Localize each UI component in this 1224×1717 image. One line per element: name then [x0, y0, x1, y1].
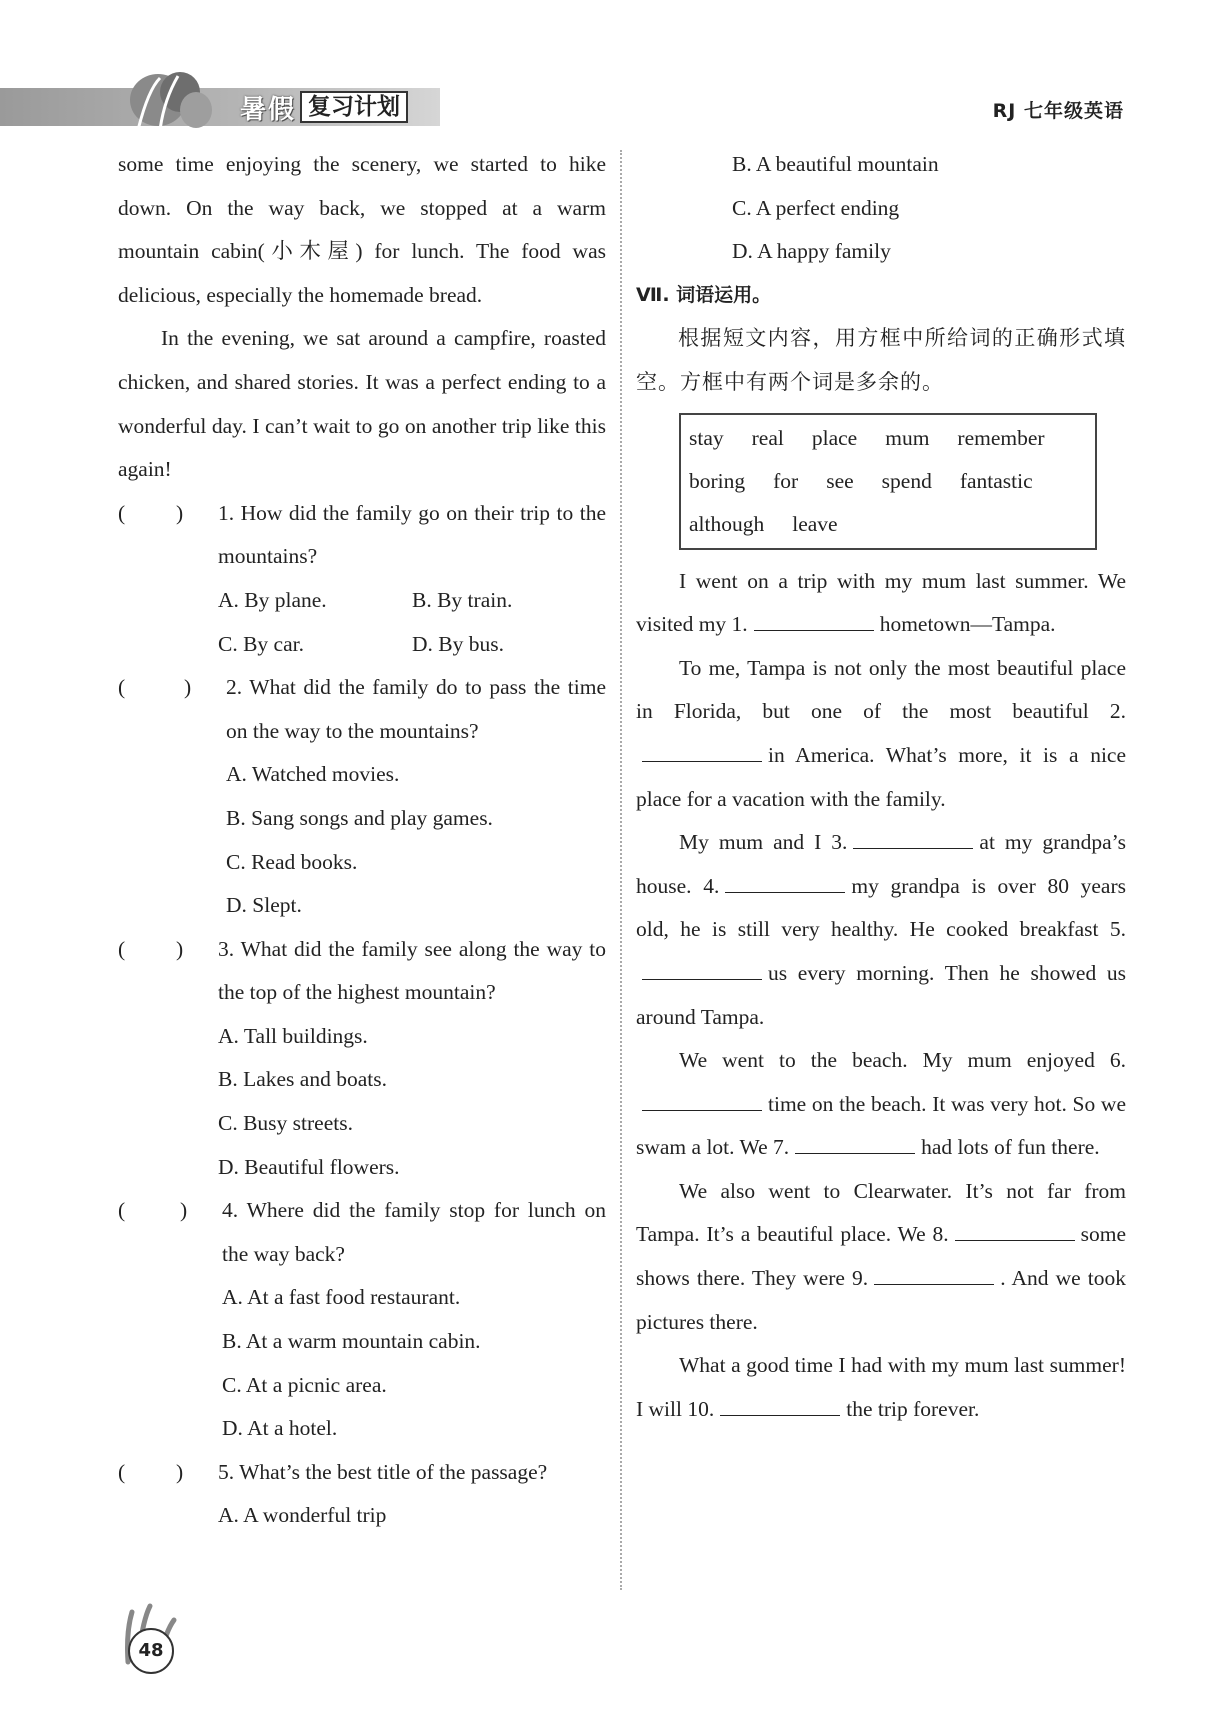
word-option: real — [751, 425, 784, 450]
word-box — [679, 413, 1097, 550]
header-title-main: 暑假 — [240, 94, 297, 125]
option: C. Read books. — [226, 849, 358, 874]
option: A. Watched movies. — [226, 762, 400, 787]
question-text: 5. What’s the best title of the passage? — [218, 1459, 548, 1484]
question-text: 1. How did the family go on their trip to the mountains? — [218, 500, 606, 569]
blank-9[interactable] — [874, 1262, 994, 1285]
question-4 — [118, 1189, 606, 1276]
blank-10[interactable] — [720, 1393, 840, 1416]
option: C. Busy streets. — [218, 1111, 353, 1136]
blank-4[interactable] — [725, 870, 845, 893]
answer-paren-left: ( — [118, 500, 126, 525]
section-instruction: 根据短文内容，用方框中所给词的正确形式填空。方框中有两个词是多余的。 — [636, 326, 1126, 394]
word-option: for — [773, 468, 799, 493]
cloze-text: my grandpa is over 80 years old, he is still very healthy. He cooked breakfast 5. — [636, 873, 1127, 942]
blank-6[interactable] — [642, 1088, 762, 1111]
option: C. At a picnic area. — [222, 1372, 387, 1397]
cloze-text: We also went to Clearwater. It’s not far from Tampa. It’s a beautiful place. We 8. — [636, 1178, 1126, 1247]
cloze-text: I went on a trip with my mum last summer. We visited my 1. — [636, 568, 1126, 637]
word-option: mum — [885, 425, 930, 450]
cloze-paragraph — [636, 821, 1126, 1039]
cloze-text: had lots of fun there. — [921, 1135, 1100, 1160]
cloze-text: hometown—Tampa. — [879, 612, 1056, 637]
question-2 — [118, 666, 606, 753]
answer-paren-right: ) — [176, 936, 184, 961]
cloze-text: time on the beach. It was very hot. So we swam a lot. We 7. — [636, 1091, 1126, 1160]
option: B. By train. — [412, 587, 513, 612]
section-title: Ⅶ. 词语运用。 — [636, 283, 772, 306]
option: D. Beautiful flowers. — [218, 1154, 400, 1179]
word-option: stay — [689, 425, 724, 450]
cloze-text: us every morning. Then he showed us around Tampa. — [636, 960, 1126, 1029]
option: B. At a warm mountain cabin. — [222, 1329, 481, 1354]
word-option: place — [811, 425, 858, 450]
blank-5[interactable] — [642, 957, 762, 980]
option: A. At a fast food restaurant. — [222, 1285, 461, 1310]
header-title-box: 复习计划 — [300, 91, 408, 123]
word-option: leave — [792, 511, 838, 536]
options-row — [118, 623, 606, 667]
word-option: spend — [881, 468, 932, 493]
cloze-text: some shows there. They were 9. — [636, 1222, 1126, 1291]
word-option: remember — [957, 425, 1045, 450]
option: A. By plane. — [218, 587, 327, 612]
question-3 — [118, 928, 606, 1015]
blank-3[interactable] — [853, 826, 973, 849]
answer-paren-right: ) — [176, 500, 184, 525]
answer-paren-left: ( — [118, 1198, 126, 1223]
question-text: 4. Where did the family stop for lunch on the way back? — [222, 1198, 606, 1266]
word-option: fantastic — [959, 468, 1033, 493]
answer-paren-left: ( — [118, 675, 126, 700]
option: B. Lakes and boats. — [218, 1067, 387, 1092]
option: B. Sang songs and play games. — [226, 805, 493, 830]
blank-2[interactable] — [642, 739, 762, 762]
blank-1[interactable] — [754, 608, 874, 631]
answer-paren-right: ) — [184, 675, 192, 700]
cloze-text: at my grandpa’s house. 4. — [636, 830, 1126, 898]
word-option: see — [826, 468, 854, 493]
question-text: 3. What did the family see along the way to the top of the highest mountain? — [218, 936, 606, 1005]
option: A. Tall buildings. — [218, 1023, 368, 1048]
cloze-paragraph — [636, 1170, 1126, 1344]
word-option: although — [689, 511, 765, 536]
option: D. Slept. — [226, 893, 302, 918]
cloze-paragraph — [636, 560, 1126, 647]
cloze-text: . And we took pictures there. — [636, 1266, 1126, 1334]
option: A. A wonderful trip — [218, 1503, 387, 1528]
option: D. By bus. — [412, 631, 504, 656]
column-divider — [620, 150, 622, 1590]
cloze-text: We went to the beach. My mum enjoyed 6. — [679, 1048, 1126, 1073]
option: D. A happy family — [732, 239, 891, 264]
option: C. A perfect ending — [732, 195, 900, 220]
left-column — [118, 143, 606, 1538]
header-title — [240, 90, 408, 124]
cloze-text: What a good time I had with my mum last summer! I will 10. — [636, 1353, 1126, 1421]
cloze-text: To me, Tampa is not only the most beautiful place in Florida, but one of the most beautiful 2. — [636, 655, 1126, 724]
answer-paren-right: ) — [180, 1198, 188, 1223]
question-5 — [118, 1451, 606, 1495]
blank-8[interactable] — [955, 1218, 1075, 1241]
blank-7[interactable] — [795, 1131, 915, 1154]
cloze-paragraph — [636, 1344, 1126, 1431]
option: D. At a hotel. — [222, 1416, 338, 1441]
cloze-text: the trip forever. — [846, 1396, 980, 1421]
answer-paren-right: ) — [176, 1459, 184, 1484]
answer-paren-left: ( — [118, 1459, 126, 1484]
question-1 — [118, 492, 606, 579]
right-column — [636, 143, 1126, 1431]
passage-paragraph: In the evening, we sat around a campfire, roasted chicken, and shared stories. It was a perfect ending to a wonderful day. I can’t wait to go on another trip like this again! — [118, 326, 606, 482]
options-row — [118, 579, 606, 623]
word-option: boring — [689, 468, 746, 493]
cloze-text: in America. What’s more, it is a nice place for a vacation with the family. — [636, 742, 1126, 811]
page-number: 48 — [128, 1628, 174, 1674]
answer-paren-left: ( — [118, 936, 126, 961]
grade-subject-label: RJ 七年级英语 — [992, 100, 1124, 122]
option: B. A beautiful mountain — [732, 152, 939, 176]
cloze-text: My mum and I 3. — [679, 830, 848, 855]
passage-paragraph: some time enjoying the scenery, we started to hike down. On the way back, we stopped at a warm mountain cabin(小木屋) for lunch. The food was delicious, especially the homemade bread. — [118, 152, 606, 307]
option: C. By car. — [218, 631, 304, 656]
cloze-paragraph — [636, 1039, 1126, 1170]
cloze-paragraph — [636, 647, 1126, 821]
question-text: 2. What did the family do to pass the time on the way to the mountains? — [226, 675, 606, 743]
plant-decoration-icon — [118, 70, 238, 135]
